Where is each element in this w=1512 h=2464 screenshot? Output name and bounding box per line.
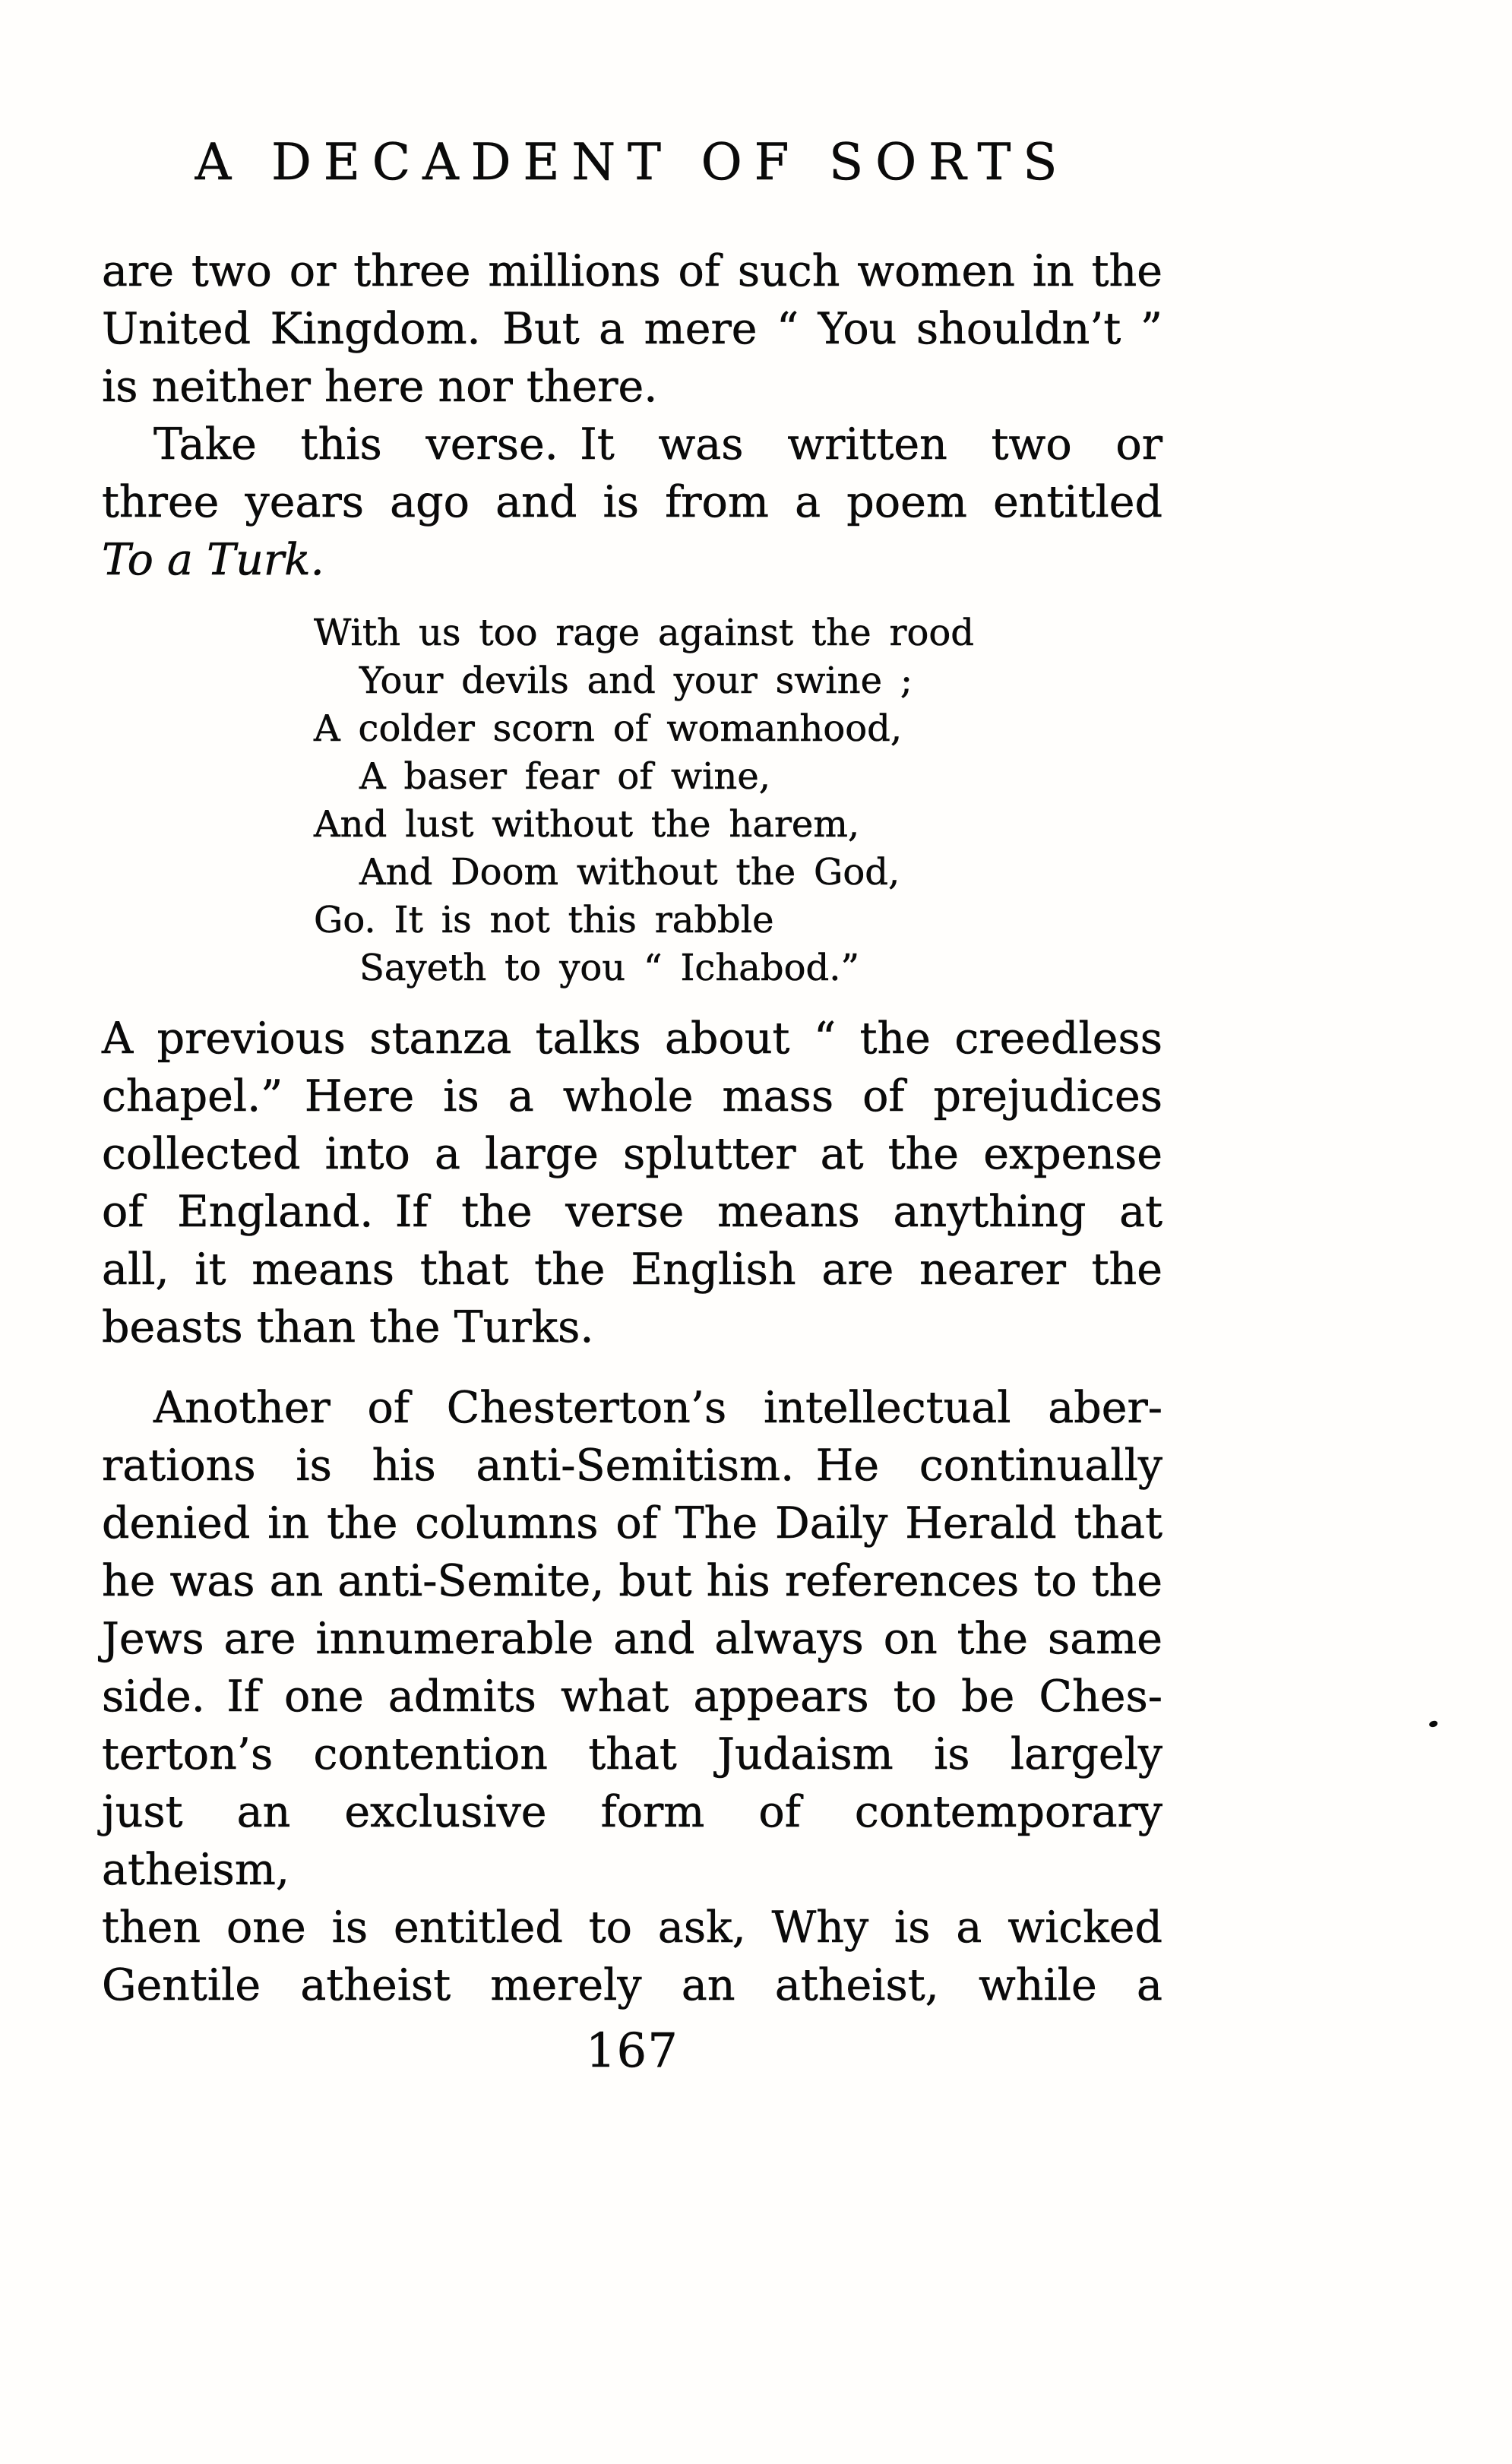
paragraph-take-this-verse [102, 416, 1162, 589]
text-line: rations is his anti-Semitism. He continually [102, 1441, 1162, 1491]
text-line: he was an anti-Semite, but his references to the [102, 1556, 1162, 1606]
page-number: 167 [585, 2023, 679, 2078]
poem-line: A baser fear of wine, [359, 755, 770, 798]
poem-excerpt [314, 609, 1162, 992]
text-line: A previous stanza talks about “ the creedless [102, 1014, 1162, 1064]
poem-line: Your devils and your swine ; [359, 659, 913, 702]
text-line: all, it means that the English are nearer the [102, 1245, 1162, 1295]
text-line: terton’s contention that Judaism is largely [102, 1729, 1162, 1779]
poem-line: Go. It is not this rabble [314, 899, 774, 941]
text-line: Another of Chesterton’s intellectual aber- [153, 1383, 1162, 1433]
poem-line: With us too rage against the rood [314, 612, 974, 654]
paragraph-anti-semitism [102, 1379, 1162, 2014]
text-line: is neither here nor there. [102, 362, 658, 412]
text-line: three years ago and is from a poem entitled [102, 477, 1162, 527]
paragraph-continuation [102, 242, 1162, 416]
text-line: then one is entitled to ask, Why is a wicked [102, 1903, 1162, 1953]
ink-speck [1428, 1720, 1438, 1727]
poem-line: Sayeth to you “ Ichabod.” [359, 947, 859, 989]
text-line: are two or three millions of such women in the [102, 246, 1162, 296]
text-line: Take this verse. It was written two or [153, 419, 1162, 470]
text-line: side. If one admits what appears to be Ches- [102, 1672, 1162, 1722]
text-line: United Kingdom. But a mere “ You shouldn’t ” [102, 304, 1162, 354]
text-line: beasts than the Turks. [102, 1302, 594, 1352]
text-line: Gentile atheist merely an atheist, while a [102, 1960, 1162, 2010]
poem-title-line: To a Turk. [102, 535, 324, 585]
text-line: just an exclusive form of contemporary atheism, [102, 1787, 1162, 1895]
text-line: of England. If the verse means anything at [102, 1187, 1162, 1237]
text-line: denied in the columns of The Daily Herald that [102, 1498, 1162, 1548]
text-line: Jews are innumerable and always on the same [102, 1614, 1162, 1664]
poem-line: A colder scorn of womanhood, [314, 707, 903, 750]
poem-line: And lust without the harem, [314, 803, 860, 846]
page-title: A DECADENT OF SORTS [195, 133, 1070, 191]
text-column [102, 242, 1162, 2080]
poem-line: And Doom without the God, [359, 851, 900, 894]
paragraph-previous-stanza [102, 1010, 1162, 1356]
text-line: collected into a large splutter at the expense [102, 1129, 1162, 1179]
text-line: chapel.” Here is a whole mass of prejudices [102, 1071, 1162, 1121]
